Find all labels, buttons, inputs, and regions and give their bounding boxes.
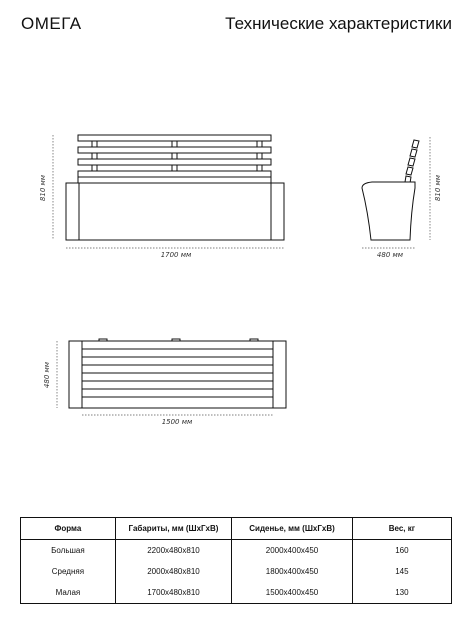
table-cell: Средняя: [21, 561, 116, 582]
top-width-label: 1500 мм: [161, 418, 193, 426]
column-header: Вес, кг: [352, 518, 451, 540]
table-cell: 1700x480x810: [115, 582, 231, 604]
top-view: [69, 339, 286, 408]
table-header-row: [21, 518, 452, 540]
backrest-slat: [78, 147, 271, 153]
top-joint: [250, 339, 258, 341]
side-view: [362, 140, 419, 240]
top-outline: [69, 341, 286, 408]
side-slat: [410, 149, 417, 157]
table-cell: 2000x400x450: [232, 540, 353, 562]
backrest-slat: [78, 159, 271, 165]
slat-joints: [92, 141, 262, 171]
side-body: [362, 182, 415, 240]
table-row: [21, 561, 452, 582]
side-slat: [408, 158, 415, 166]
table-cell: 160: [352, 540, 451, 562]
front-height-label: 810 мм: [39, 174, 47, 202]
top-joint: [172, 339, 180, 341]
top-right-leg: [273, 341, 286, 408]
top-depth-label: 480 мм: [43, 361, 51, 389]
top-left-leg: [69, 341, 82, 408]
seat-edge: [78, 177, 271, 183]
column-header: Габариты, мм (ШхГхВ): [115, 518, 231, 540]
table-cell: Большая: [21, 540, 116, 562]
table-row: [21, 582, 452, 604]
column-header: Форма: [21, 518, 116, 540]
side-height-label: 810 мм: [434, 174, 442, 202]
front-width-label: 1700 мм: [160, 251, 192, 259]
table-cell: 130: [352, 582, 451, 604]
side-depth-label: 480 мм: [376, 251, 404, 259]
front-view: [66, 135, 284, 240]
page-title: Технические характеристики: [225, 14, 452, 33]
table-cell: 1800x400x450: [232, 561, 353, 582]
table-row: [21, 540, 452, 562]
specifications-table: [20, 517, 452, 604]
table-cell: 2200x480x810: [115, 540, 231, 562]
backrest-slat: [78, 135, 271, 141]
backrest-slat: [78, 171, 271, 177]
side-slat: [406, 167, 413, 175]
bench-body: [66, 183, 284, 240]
right-leg: [271, 183, 284, 240]
table-cell: 145: [352, 561, 451, 582]
table-cell: 2000x480x810: [115, 561, 231, 582]
brand-name: ОМЕГА: [21, 14, 82, 33]
table-cell: Малая: [21, 582, 116, 604]
column-header: Сиденье, мм (ШхГхВ): [232, 518, 353, 540]
table-cell: 1500x400x450: [232, 582, 353, 604]
side-slat: [412, 140, 419, 148]
left-leg: [66, 183, 79, 240]
top-joint: [99, 339, 107, 341]
